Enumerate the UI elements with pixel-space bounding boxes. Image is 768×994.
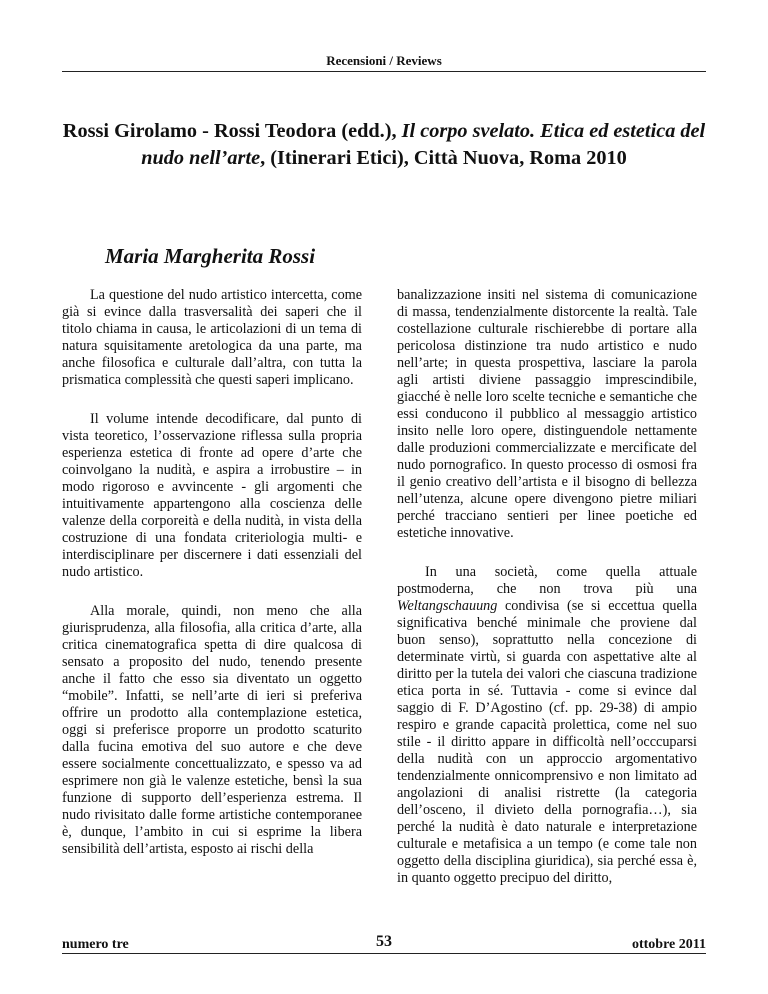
review-title	[62, 118, 706, 172]
review-author: Maria Margherita Rossi	[105, 244, 316, 268]
title-authors: Rossi Girolamo - Rossi Teodora (edd.),	[62, 120, 402, 142]
paragraph-text: condivisa (se si eccettua quella significativa benché minimale che proviene dal buon senso), soprattutto nella concezione di determinate virtù, si guarda con aspettative alte al diritto per la tutela dei valori che ciascuna tradizione etica porta in sé. Tuttavia - come si evince dal saggio di F. D’Agostino (cf. pp. 29-38) di ampio respiro e grande capacità prolettica, come nel suo stile - il diritto appare in difficoltà nell’occcuparsi della nudità con un approccio argomentativo tendenzialmente onnicomprensivo e non limitato ad angolazioni di analisi ristrette (la categoria dell’osceno, il divieto della pornografia…), sia perché la nudità è dato naturale e interpretazione culturale e metafisica a un tempo (e come tale non oggetto della disciplina giuridica), sia perché essa è, in quanto oggetto precipuo del diritto,	[397, 598, 697, 886]
left-column	[62, 287, 362, 880]
right-column	[397, 287, 697, 909]
paragraph: Il volume intende decodificare, dal punto di vista teoretico, l’osservazione riflessa sulla propria esperienza estetica di fronte ad opere d’arte che coinvolgano la nudità, e aspira a irrobustire – in modo rigoroso e avvincente - gli argomenti che intuitivamente appartengono alla coscienza delle valenze della corporeità e della nudità, in vista della costruzione di una fondata criteriologia multi- e interdisciplinare per discernere i dati essenziali del nudo artistico.	[62, 411, 362, 580]
footer-divider	[62, 953, 706, 954]
paragraph: banalizzazione insiti nel sistema di comunicazione di massa, tendenzialmente distorcente la realtà. Tale costellazione culturale rischierebbe di portare alla pericolosa distinzione tra nudo artistico e nudo nell’arte; in questa prospettiva, lasciare la parola agli artisti diviene passaggio imprescindibile, giacché è nelle loro scelte tecniche e semantiche che essi conducono il pubblico al messaggio artistico insito nelle loro opere, distinguendole nettamente dalle produzioni commercializzate e mercificate del nudo pornografico. In questo processo di osmosi fra il genio creativo dell’artista e il bisogno di bellezza nell’utenza, alcune opere divengono pietre miliari perché tracciano sentieri per linee poetiche ed estetiche innovative.	[397, 287, 697, 541]
header-divider	[62, 71, 706, 72]
paragraph-italic-term: Weltangschauung	[397, 598, 498, 614]
issue-date: ottobre 2011	[631, 937, 706, 952]
paragraph: La questione del nudo artistico intercetta, come già si evince dalla trasversalità dei saperi che il titolo chiama in causa, le articolazioni di un tema di natura squisitamente aretologica da una parte, ma anche filosofica e culturale dall’altra, con tutta la prismatica complessità che questi saperi implicano.	[62, 287, 362, 388]
paragraph	[397, 564, 697, 887]
paragraph-text: In una società, come quella attuale postmoderna, che non trova più una	[397, 564, 697, 597]
page-number: 53	[376, 933, 392, 950]
section-header: Recensioni / Reviews	[326, 53, 442, 68]
issue-label: numero tre	[62, 937, 129, 952]
title-book-name: Il corpo svelato. Etica ed estetica del nudo nell’arte	[141, 120, 706, 169]
paragraph: Alla morale, quindi, non meno che alla giurisprudenza, alla filosofia, alla critica d’arte, alla critica cinematografica spetta di dire qualcosa di sensato a proposito del nudo, tenendo presente anche il fatto che esso sia diventato un oggetto “mobile”. Infatti, se nell’arte di ieri si preferiva offrire un prodotto alla contemplazione estetica, oggi si preferisce proporre un prodotto scaturito dalla fucina emotiva del suo autore e che deve essere socialmente concettualizzato, e spesso va ad esprimere non già le valenze estetiche, bensì la sua funzione di supporto dell’esperienza estrema. Il nudo rivisitato dalle forme artistiche contemporanee è, dunque, l’ambito in cui si esprime la libera sensibilità dell’artista, esposto ai rischi della	[62, 603, 362, 857]
title-publication-info: , (Itinerari Etici), Città Nuova, Roma 2010	[260, 147, 627, 169]
